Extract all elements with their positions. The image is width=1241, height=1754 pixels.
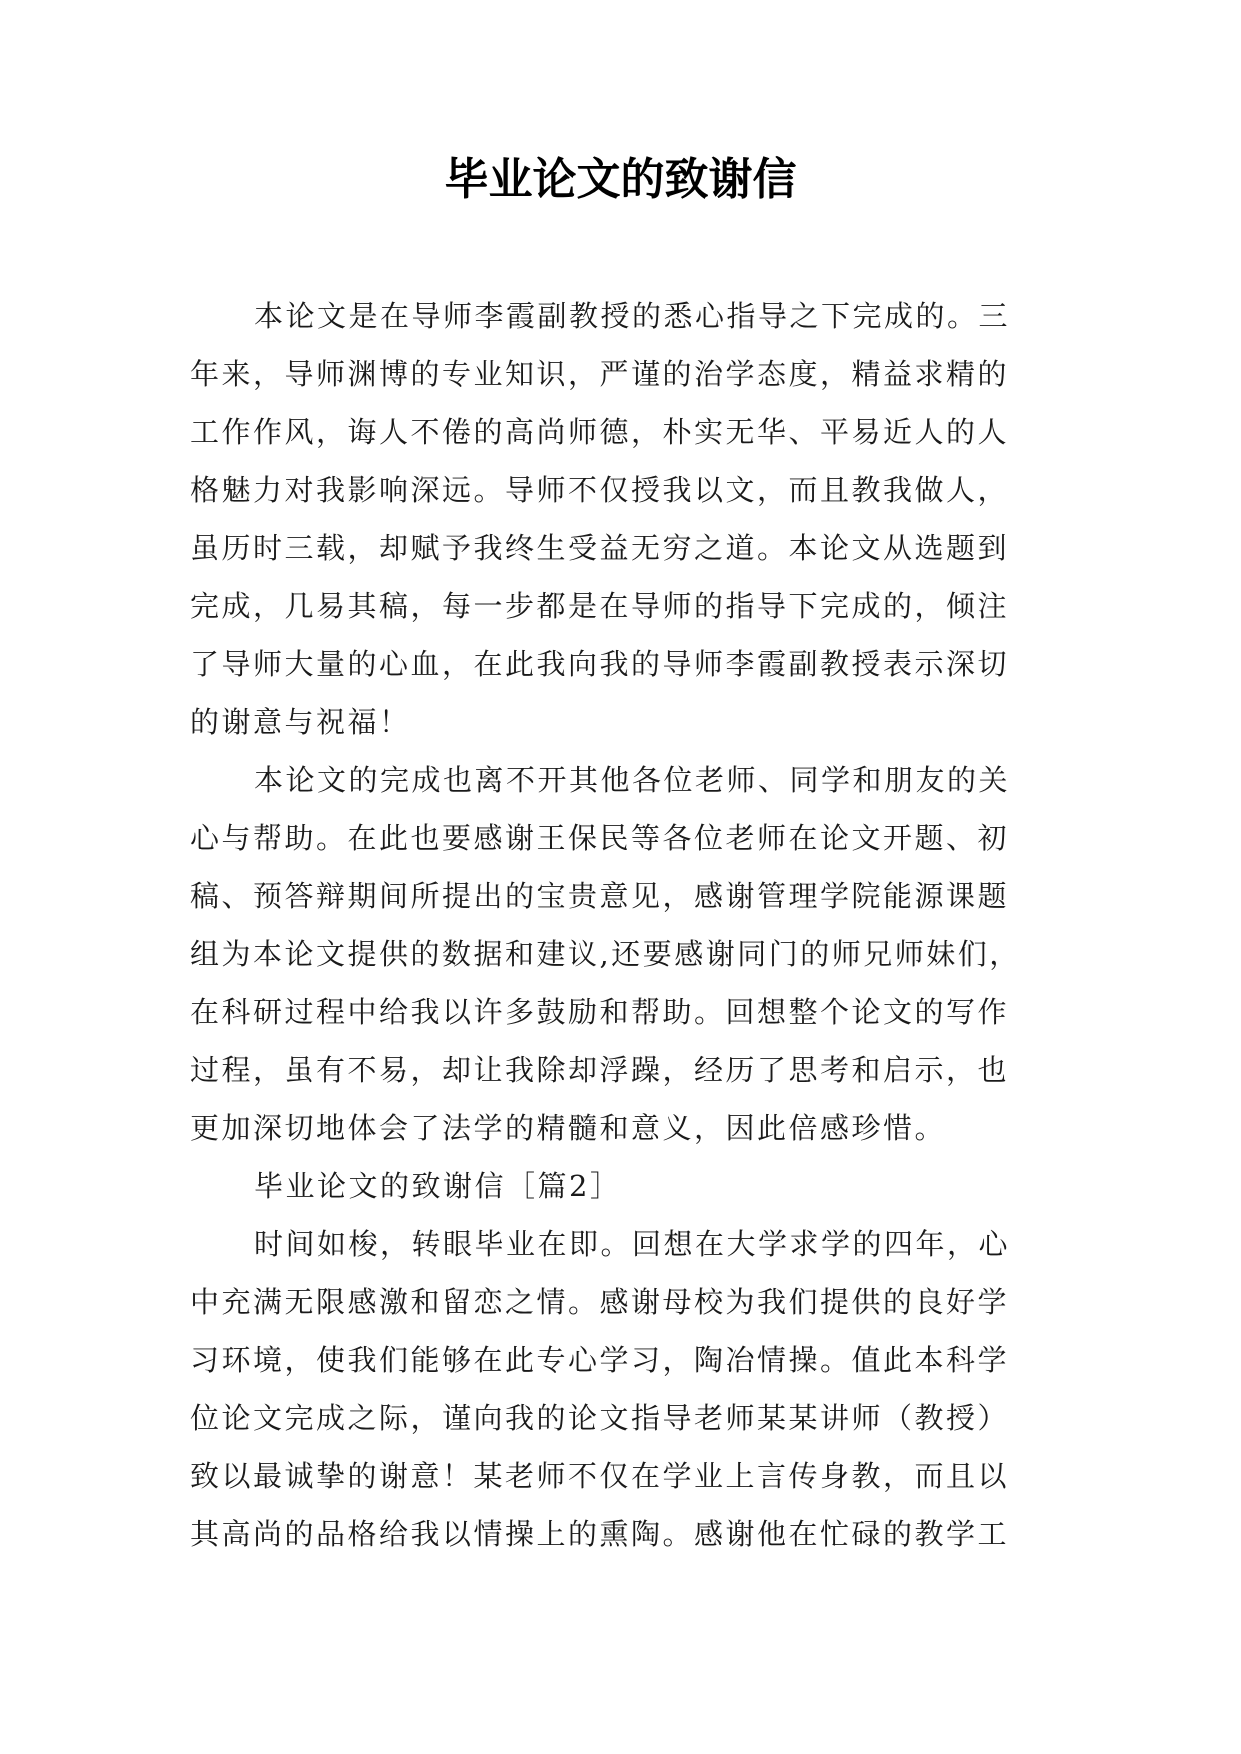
text-line: 本论文是在导师李霞副教授的悉心指导之下完成的。三	[254, 299, 1011, 333]
text-line: 年来，导师渊博的专业知识，严谨的治学态度，精益求精的	[190, 357, 1010, 391]
text-line: 致以最诚挚的谢意！某老师不仅在学业上言传身教，而且以	[190, 1459, 1010, 1493]
text-line: 中充满无限感激和留恋之情。感谢母校为我们提供的良好学	[190, 1285, 1010, 1319]
text-line: 时间如梭，转眼毕业在即。回想在大学求学的四年，心	[254, 1227, 1011, 1261]
text-line: 虽历时三载，却赋予我终生受益无穷之道。本论文从选题到	[190, 531, 1010, 565]
text-line: 更加深切地体会了法学的精髓和意义，因此倍感珍惜。	[190, 1111, 947, 1145]
text-line: 了导师大量的心血，在此我向我的导师李霞副教授表示深切	[190, 647, 1010, 681]
text-line: 完成，几易其稿，每一步都是在导师的指导下完成的，倾注	[190, 589, 1010, 623]
text-line: 的谢意与祝福！	[190, 705, 411, 739]
document-body	[190, 287, 1060, 1563]
text-line: 位论文完成之际，谨向我的论文指导老师某某讲师（教授）	[190, 1401, 1010, 1435]
document-title: 毕业论文的致谢信	[444, 154, 797, 205]
text-line: 其高尚的品格给我以情操上的熏陶。感谢他在忙碌的教学工	[190, 1517, 1010, 1551]
text-line: 心与帮助。在此也要感谢王保民等各位老师在论文开题、初	[190, 821, 1010, 855]
text-line: 组为本论文提供的数据和建议,还要感谢同门的师兄师妹们，	[190, 937, 1021, 971]
text-line: 格魅力对我影响深远。导师不仅授我以文，而且教我做人，	[190, 473, 1010, 507]
text-line: 本论文的完成也离不开其他各位老师、同学和朋友的关	[254, 763, 1011, 797]
text-line: 习环境，使我们能够在此专心学习，陶冶情操。值此本科学	[190, 1343, 1010, 1377]
text-line: 在科研过程中给我以许多鼓励和帮助。回想整个论文的写作	[190, 995, 1010, 1029]
text-line: 工作作风，诲人不倦的高尚师德，朴实无华、平易近人的人	[190, 415, 1010, 449]
text-line: 毕业论文的致谢信［篇2］	[254, 1169, 622, 1203]
text-line: 过程，虽有不易，却让我除却浮躁，经历了思考和启示，也	[190, 1053, 1010, 1087]
text-line: 稿、预答辩期间所提出的宝贵意见，感谢管理学院能源课题	[190, 879, 1010, 913]
